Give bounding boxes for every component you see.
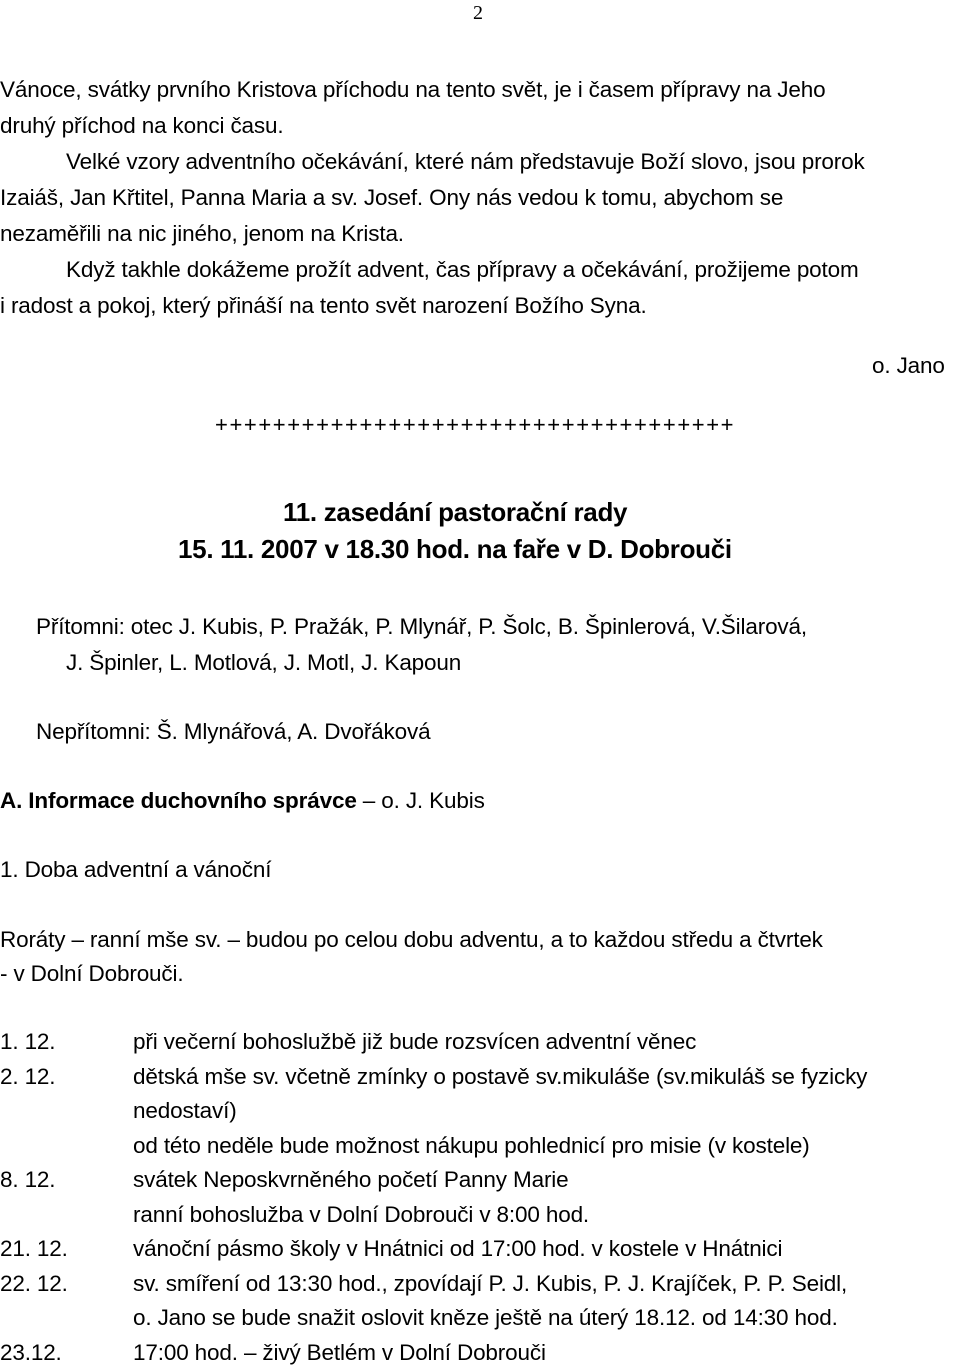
intro-line: Izaiáš, Jan Křtitel, Panna Maria a sv. Josef. Ony nás vedou k tomu, abychom se [0,185,784,210]
section-a-author: – o. J. Kubis [356,788,485,813]
schedule-text: od této neděle bude možnost nákupu pohlednicí pro misie (v kostele) [133,1132,810,1158]
schedule-date [0,1094,133,1129]
schedule-list [0,1025,867,1370]
signature: o. Jano [872,353,945,378]
schedule-text: ranní bohoslužba v Dolní Dobrouči v 8:00 hod. [133,1201,590,1227]
schedule-date: 21. 12. [0,1236,68,1261]
schedule-row [0,1129,867,1164]
schedule-row [0,1301,867,1336]
section-a-title: A. Informace duchovního správce [0,788,357,813]
present-members: Přítomni: otec J. Kubis, P. Pražák, P. Mlynář, P. Šolc, B. Špinlerová, V.Šilarová, [36,614,807,639]
intro-line: Když takhle dokážeme prožít advent, čas přípravy a očekávání, prožijeme potom [66,257,859,282]
schedule-date: 8. 12. [0,1167,56,1192]
schedule-text: vánoční pásmo školy v Hnátnici od 17:00 hod. v kostele v Hnátnici [133,1236,783,1261]
subsection-title: 1. Doba adventní a vánoční [0,857,272,882]
present-members-cont: J. Špinler, L. Motlová, J. Motl, J. Kapoun [66,650,462,675]
schedule-text: dětská mše sv. včetně zmínky o postavě sv.mikuláše (sv.mikuláš se fyzicky [133,1063,868,1089]
schedule-date: 2. 12. [0,1063,56,1089]
schedule-date: 23.12. [0,1339,62,1365]
schedule-text: svátek Neposkvrněného početí Panny Marie [133,1167,569,1192]
schedule-row [0,1336,867,1371]
meeting-title: 11. zasedání pastorační rady [283,497,628,527]
schedule-text: sv. smíření od 13:30 hod., zpovídají P. J. Kubis, P. J. Krajíček, P. P. Seidl, [133,1270,848,1296]
schedule-row [0,1198,867,1233]
absent-members: Nepřítomni: Š. Mlynářová, A. Dvořáková [36,719,431,744]
schedule-row [0,1163,867,1198]
schedule-row [0,1232,867,1267]
intro-line: Vánoce, svátky prvního Kristova příchodu na tento svět, je i časem přípravy na Jeho [0,77,826,102]
roraty-line: Roráty – ranní mše sv. – budou po celou dobu adventu, a to každou středu a čtvrtek [0,927,823,952]
section-a-heading [0,783,485,819]
schedule-row [0,1094,867,1129]
schedule-row [0,1025,867,1060]
intro-line: nezaměřili na nic jiného, jenom na Krista. [0,221,404,246]
schedule-text: při večerní bohoslužbě již bude rozsvícen adventní věnec [133,1029,697,1054]
separator-line: ++++++++++++++++++++++++++++++++++++ [215,412,736,437]
schedule-row [0,1267,867,1302]
intro-line: Velké vzory adventního očekávání, které nám představuje Boží slovo, jsou prorok [66,149,865,174]
roraty-line-cont: - v Dolní Dobrouči. [0,961,184,986]
intro-line: druhý příchod na konci času. [0,113,284,138]
intro-line: i radost a pokoj, který přináší na tento svět narození Božího Syna. [0,293,647,318]
meeting-date-place: 15. 11. 2007 v 18.30 hod. na faře v D. Dobrouči [178,534,732,564]
page-number: 2 [473,2,483,24]
schedule-date [0,1129,133,1164]
schedule-date: 22. 12. [0,1270,68,1296]
intro-paragraph [0,72,960,324]
schedule-row [0,1060,867,1095]
schedule-date [0,1198,133,1233]
schedule-date: 1. 12. [0,1029,56,1054]
schedule-text: o. Jano se bude snažit oslovit kněze ještě na úterý 18.12. od 14:30 hod. [133,1305,838,1330]
schedule-date [0,1301,133,1336]
schedule-text: nedostaví) [133,1098,237,1123]
schedule-text: 17:00 hod. – živý Betlém v Dolní Dobrouči [133,1339,546,1365]
